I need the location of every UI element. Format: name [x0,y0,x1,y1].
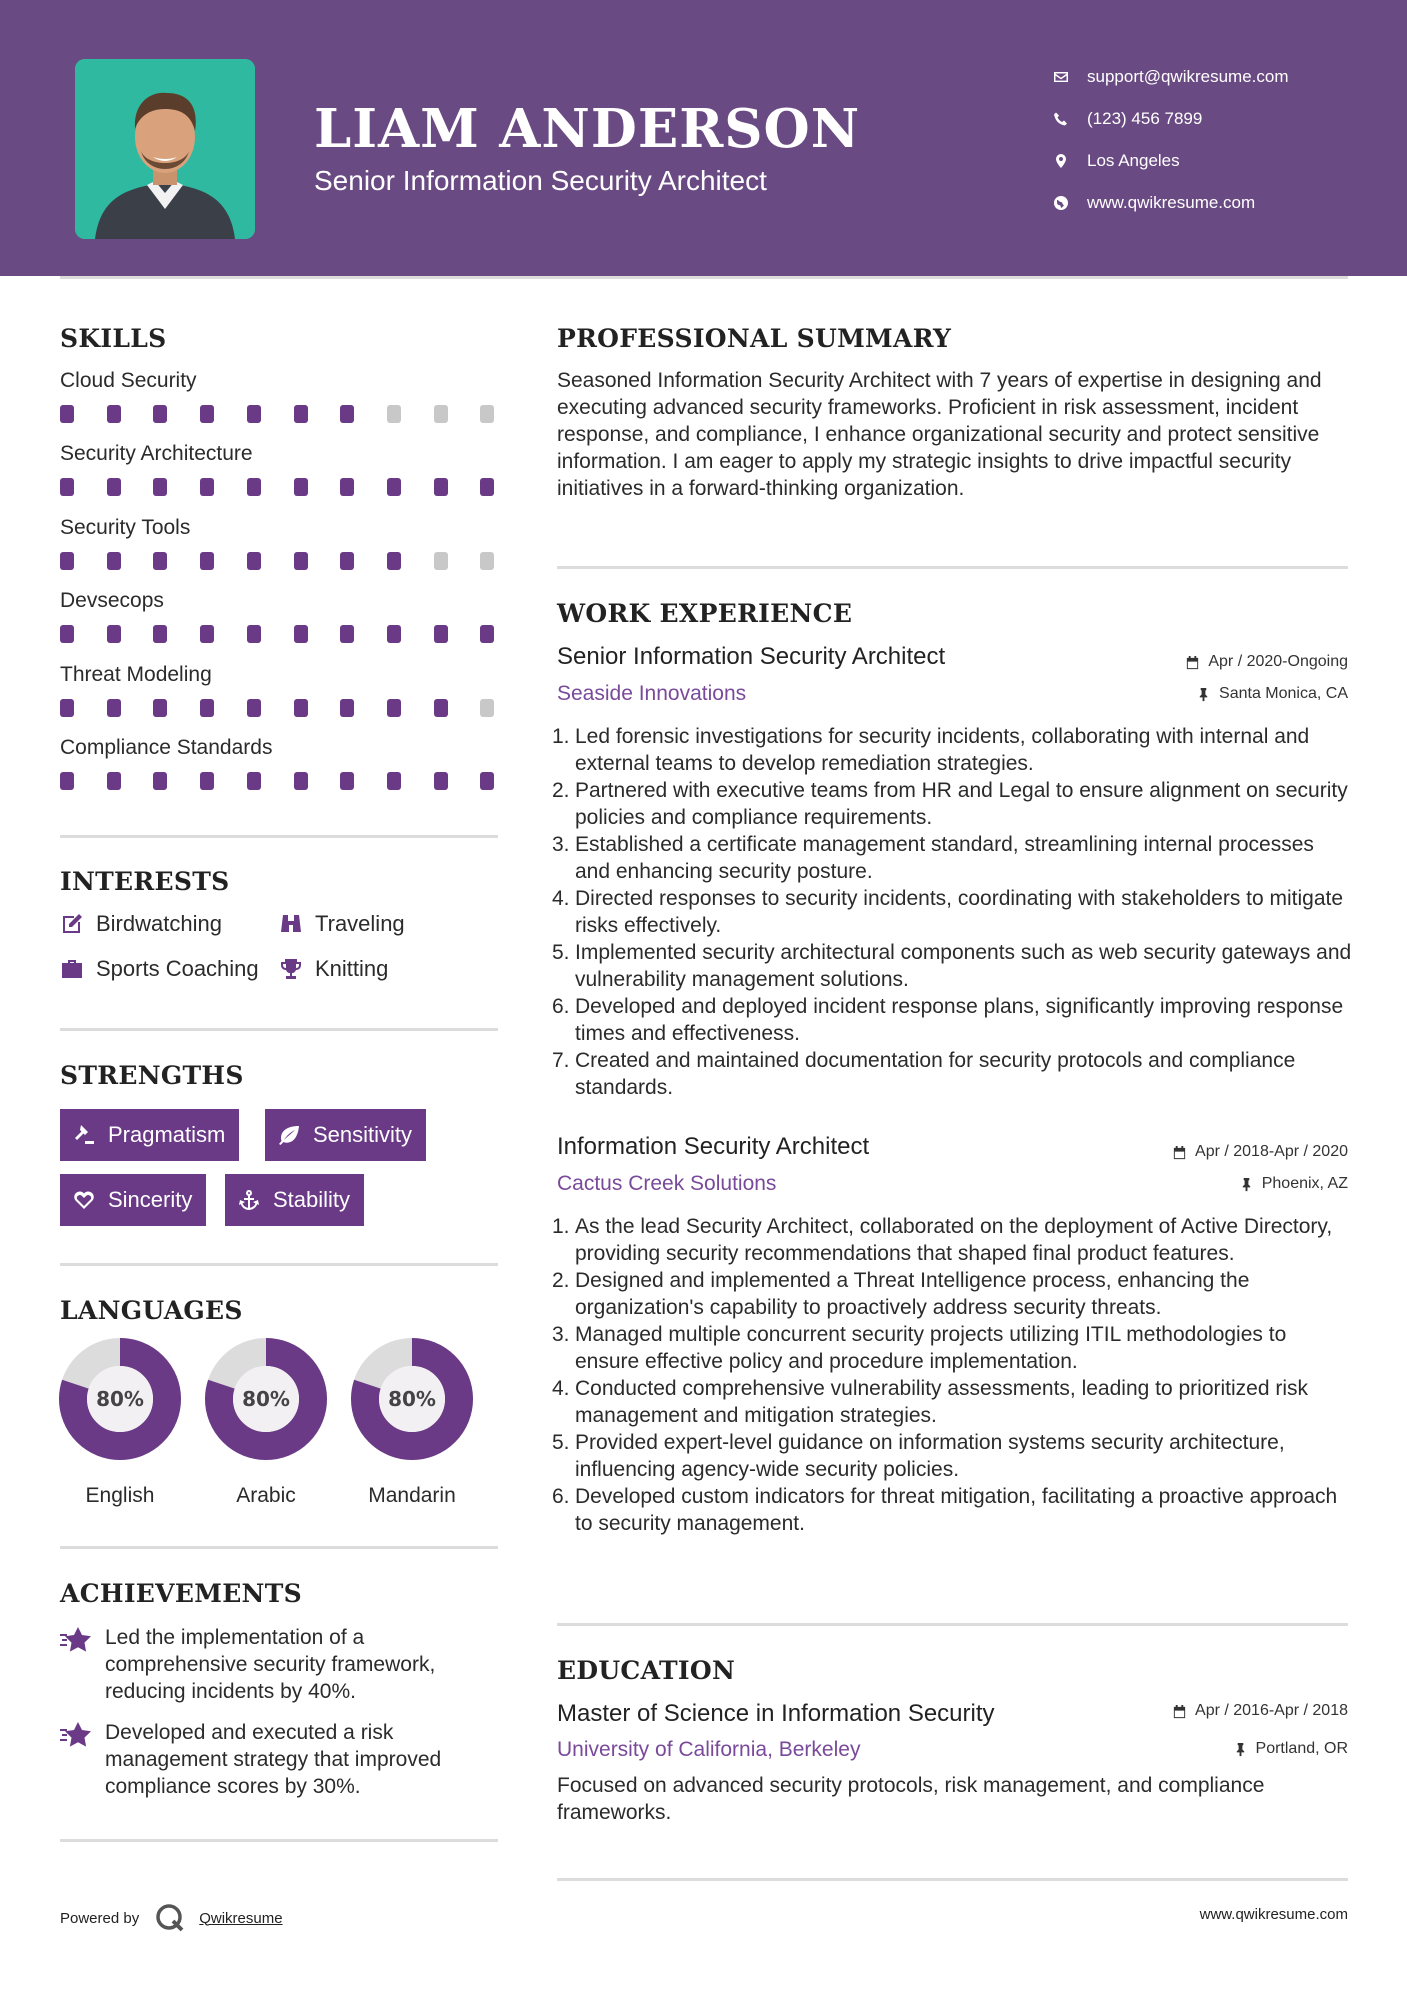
trophy-icon [279,957,303,981]
achievement-text: Led the implementation of a comprehensive security framework, reducing incidents by 40%. [105,1626,436,1703]
strengths-divider [60,1263,498,1266]
candidate-name: LIAM ANDERSON [314,98,861,160]
skill-dot-filled [153,405,167,423]
job-location-text: Phoenix, AZ [1261,1175,1348,1192]
bullet-number: 5. [552,1431,570,1454]
education-dates [1172,1702,1348,1720]
skill-dot-filled [200,405,214,423]
strength-chip [60,1174,206,1226]
interest-item [60,911,222,937]
skill-dot-filled [340,405,354,423]
bullet-number: 2. [552,779,570,802]
skill-dot-filled [294,405,308,423]
summary-divider [557,566,1348,569]
skill-dot-filled [200,699,214,717]
education-description: Focused on advanced security protocols, risk management, and compliance frameworks. [557,1774,1265,1824]
skill-dot-filled [107,552,121,570]
job-bullet-list [552,723,1352,1101]
contact-phone-text: (123) 456 7899 [1087,109,1203,128]
languages-divider [60,1546,498,1549]
bullet-text: Led forensic investigations for security incidents, collaborating with internal and external teams to develop remediation strategies. [575,725,1310,775]
skill-dot-filled [60,478,74,496]
bullet-number: 1. [552,1215,570,1238]
star-icon [60,1626,92,1654]
skill-rating [60,699,498,717]
skill-dot-filled [480,772,494,790]
bullet-number: 3. [552,1323,570,1346]
achievement-item [60,1624,500,1705]
skill-dot-empty [480,552,494,570]
skill-dot-filled [294,552,308,570]
skill-name: Threat Modeling [60,662,212,686]
skill-dot-filled [200,772,214,790]
education-heading: EDUCATION [557,1656,736,1685]
summary-heading: PROFESSIONAL SUMMARY [557,324,952,353]
skill-dot-filled [387,772,401,790]
globe-icon [1050,195,1087,211]
education-location [1233,1740,1348,1758]
interest-label: Traveling [315,911,405,936]
skill-dot-filled [60,625,74,643]
skill-name: Devsecops [60,589,164,613]
job-bullet [552,1267,1352,1321]
calendar-icon [1172,1704,1187,1719]
strength-label: Stability [273,1187,351,1212]
skill-dot-empty [480,405,494,423]
skills-divider [60,835,498,838]
pushpin-icon [1233,1742,1248,1757]
calendar-icon [1172,1145,1187,1160]
bullet-text: Provided expert-level guidance on information systems security architecture, influencing agency-wide security policies. [575,1431,1285,1481]
skill-dot-filled [340,552,354,570]
skill-dot-filled [340,625,354,643]
skill-dot-empty [480,699,494,717]
language-item [351,1338,473,1507]
strength-label: Pragmatism [108,1122,226,1147]
job-location [1239,1175,1348,1193]
education-location-text: Portland, OR [1255,1740,1348,1757]
job-bullet [552,1321,1352,1375]
skill-dot-filled [247,772,261,790]
skill-name: Security Architecture [60,442,253,466]
skill-dot-filled [60,772,74,790]
skill-dot-filled [247,625,261,643]
job-dates [1185,653,1348,671]
job-bullet [552,1429,1352,1483]
gauge-percent-label: 80% [388,1387,436,1411]
bullet-text: Established a certificate management standard, streamlining internal processes and enhancing security posture. [575,833,1314,883]
skill-dot-filled [387,478,401,496]
leaf-icon [277,1123,301,1147]
language-name: English [85,1484,155,1507]
achievements-divider [60,1839,498,1842]
skill-dot-empty [434,405,448,423]
gauge-percent-label: 80% [242,1387,290,1411]
bullet-text: Developed custom indicators for threat mitigation, facilitating a proactive approach to security management. [575,1485,1338,1535]
language-item [59,1338,181,1507]
skill-rating [60,552,498,570]
pushpin-icon [1196,687,1211,702]
skill-dot-filled [107,478,121,496]
skills-heading: SKILLS [60,324,167,353]
bullet-text: Developed and deployed incident response plans, significantly improving response times and effectiveness. [575,995,1344,1045]
job-role: Information Security Architect [557,1133,870,1160]
language-name: Mandarin [368,1484,456,1507]
skill-dot-filled [107,405,121,423]
bullet-number: 7. [552,1049,570,1072]
education-dates-text: Apr / 2016-Apr / 2018 [1195,1702,1348,1719]
skill-dot-filled [434,772,448,790]
strength-chip [265,1109,426,1161]
skill-dot-filled [340,478,354,496]
skill-dot-filled [247,699,261,717]
bullet-text: Partnered with executive teams from HR and Legal to ensure alignment on security policies and compliance requirements. [575,779,1348,829]
skill-dot-filled [480,478,494,496]
achievement-text: Developed and executed a risk management strategy that improved compliance scores by 30%. [105,1721,442,1798]
achievements-heading: ACHIEVEMENTS [60,1579,302,1608]
skill-rating [60,772,498,790]
interest-label: Birdwatching [96,911,222,936]
job-bullet [552,1047,1352,1101]
job-bullet [552,1213,1352,1267]
star-icon [60,1721,92,1749]
contact-email[interactable] [1050,56,1370,98]
job-bullet [552,831,1352,885]
bullet-number: 6. [552,995,570,1018]
bullet-number: 5. [552,941,570,964]
skill-dot-filled [340,699,354,717]
skill-dot-filled [200,625,214,643]
skill-dot-filled [387,625,401,643]
interest-item [279,911,405,937]
skill-dot-empty [434,552,448,570]
skill-dot-filled [60,405,74,423]
strength-chip [60,1109,239,1161]
interests-heading: INTERESTS [60,867,230,896]
skill-dot-filled [387,552,401,570]
bullet-text: As the lead Security Architect, collaborated on the deployment of Active Directory, providing security recommendations that shaped final product features. [575,1215,1333,1265]
bullet-number: 4. [552,887,570,910]
contact-email-text: support@qwikresume.com [1087,67,1289,86]
bullet-text: Directed responses to security incidents, coordinating with stakeholders to mitigate risks effectively. [575,887,1344,937]
job-bullet [552,1483,1352,1537]
footer-url[interactable]: www.qwikresume.com [1199,1906,1348,1923]
job-dates-text: Apr / 2018-Apr / 2020 [1195,1143,1348,1160]
strength-label: Sincerity [108,1187,193,1212]
candidate-title: Senior Information Security Architect [314,165,767,196]
skill-name: Compliance Standards [60,736,273,759]
interest-label: Knitting [315,956,389,981]
profile-photo [75,59,255,239]
strength-chip [225,1174,364,1226]
skill-dot-filled [434,478,448,496]
skill-dot-filled [434,699,448,717]
skill-dot-filled [247,552,261,570]
skill-dot-filled [294,625,308,643]
envelope-icon [1050,69,1087,85]
skill-rating [60,478,498,496]
bullet-number: 2. [552,1269,570,1292]
strength-label: Sensitivity [313,1122,413,1147]
skill-name: Security Tools [60,515,191,539]
brand-link[interactable]: Qwikresume [199,1909,283,1927]
language-gauge [205,1338,327,1460]
achievement-item [60,1719,500,1800]
contact-website-text: www.qwikresume.com [1087,193,1256,212]
contact-phone[interactable] [1050,98,1370,140]
skill-rating [60,405,498,423]
skill-dot-empty [387,405,401,423]
interests-divider [60,1028,498,1031]
resume-header [0,0,1407,276]
skill-dot-filled [247,478,261,496]
skill-dot-filled [294,772,308,790]
skill-dot-filled [200,552,214,570]
gavel-icon [72,1123,96,1147]
skill-dot-filled [294,478,308,496]
skill-dot-filled [340,772,354,790]
job-dates-text: Apr / 2020-Ongoing [1208,653,1348,670]
language-item [205,1338,327,1507]
bullet-number: 1. [552,725,570,748]
bullet-text: Created and maintained documentation for security protocols and compliance standards. [575,1049,1296,1099]
job-dates [1172,1143,1348,1161]
phone-icon [1050,111,1087,127]
interest-item [279,956,388,982]
skill-dot-filled [294,699,308,717]
language-gauge [59,1338,181,1460]
skill-name: Cloud Security [60,369,197,392]
pushpin-icon [1239,1177,1254,1192]
skill-dot-filled [153,699,167,717]
map-pin-icon [1050,153,1087,169]
education-school: University of California, Berkeley [557,1738,861,1761]
contact-list [1050,56,1370,224]
education-divider [557,1878,1348,1881]
binoculars-icon [279,912,303,936]
header-divider [60,276,1348,279]
skill-dot-filled [60,552,74,570]
skill-dot-filled [247,405,261,423]
interest-item [60,956,259,982]
skill-dot-filled [60,699,74,717]
job-company: Seaside Innovations [557,682,747,705]
calendar-icon [1185,655,1200,670]
job-bullet [552,885,1352,939]
job-bullet-list [552,1213,1352,1537]
job-bullet [552,939,1352,993]
job-bullet [552,777,1352,831]
skill-dot-filled [153,772,167,790]
skill-dot-filled [153,478,167,496]
experience-heading: WORK EXPERIENCE [557,599,853,628]
bullet-number: 6. [552,1485,570,1508]
job-role: Senior Information Security Architect [557,643,946,670]
qwikresume-logo-icon [155,1903,185,1933]
skill-dot-filled [107,625,121,643]
powered-by-label: Powered by [60,1909,140,1927]
contact-location-text: Los Angeles [1087,151,1180,170]
job-location-text: Santa Monica, CA [1219,685,1348,702]
languages-heading: LANGUAGES [60,1296,243,1325]
contact-website[interactable] [1050,182,1370,224]
strengths-heading: STRENGTHS [60,1061,244,1090]
education-degree: Master of Science in Information Security [557,1700,995,1727]
job-bullet [552,723,1352,777]
job-location [1196,685,1348,703]
skill-rating [60,625,498,643]
bullet-text: Managed multiple concurrent security projects utilizing ITIL methodologies to ensure effective policy and procedure implementation. [575,1323,1287,1373]
skill-dot-filled [200,478,214,496]
bullet-number: 4. [552,1377,570,1400]
interest-label: Sports Coaching [96,956,259,981]
footer-powered-by [60,1903,283,1933]
skill-dot-filled [153,625,167,643]
summary-text: Seasoned Information Security Architect with 7 years of expertise in designing and executing advanced security frameworks. Proficient in risk assessment, incident response, and compliance, I enhance organizational security and protect sensitive information. I am eager to apply my strategic insights to drive impactful security initiatives in a forward-thinking organization. [557,369,1322,500]
language-name: Arabic [236,1484,296,1507]
skill-dot-filled [387,699,401,717]
bullet-text: Designed and implemented a Threat Intelligence process, enhancing the organization's capability to proactively address security threats. [575,1269,1250,1319]
briefcase-icon [60,957,84,981]
heart-icon [72,1188,96,1212]
bullet-text: Implemented security architectural components such as web security gateways and vulnerability management solutions. [575,941,1352,991]
contact-location [1050,140,1370,182]
skill-dot-filled [153,552,167,570]
job-bullet [552,993,1352,1047]
skill-dot-filled [480,625,494,643]
skill-dot-filled [434,625,448,643]
experience-divider [557,1623,1348,1626]
job-company: Cactus Creek Solutions [557,1172,777,1195]
edit-icon [60,912,84,936]
job-bullet [552,1375,1352,1429]
bullet-text: Conducted comprehensive vulnerability assessments, leading to prioritized risk management and mitigation strategies. [575,1377,1309,1427]
language-gauge [351,1338,473,1460]
bullet-number: 3. [552,833,570,856]
anchor-icon [237,1188,261,1212]
skill-dot-filled [107,699,121,717]
skill-dot-filled [107,772,121,790]
gauge-percent-label: 80% [96,1387,144,1411]
